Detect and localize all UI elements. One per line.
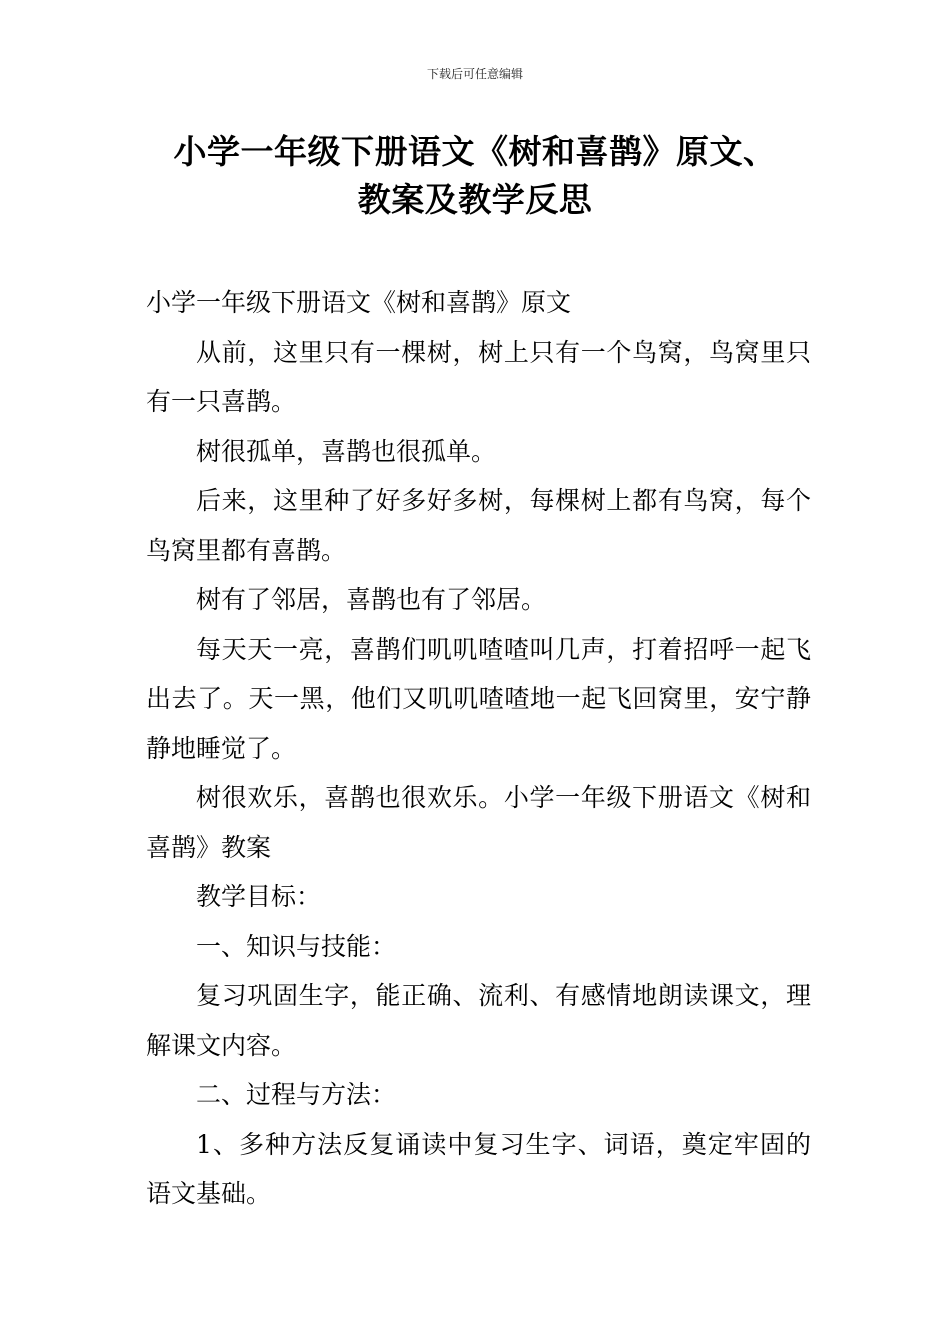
title-line-2: 教案及教学反思 — [357, 180, 593, 219]
section-heading-original-text: 小学一年级下册语文《树和喜鹊》原文 — [146, 288, 572, 317]
paragraph: 树有了邻居，喜鹊也有了邻居。 — [196, 585, 547, 614]
document-title — [100, 128, 850, 224]
paragraph-knowledge-skills: 一、知识与技能： — [196, 931, 397, 961]
paragraph: 从前，这里只有一棵树，树上只有一个鸟窝，鸟窝里只有一只喜鹊。 — [146, 337, 811, 416]
paragraph: 复习巩固生字，能正确、流利、有感情地朗读课文，理解课文内容。 — [146, 981, 811, 1060]
paragraph: 树很孤单，喜鹊也很孤单。 — [196, 436, 497, 466]
document-body — [146, 278, 811, 1219]
paragraph-teaching-goals: 教学目标： — [196, 882, 322, 911]
paragraph: 树很欢乐，喜鹊也很欢乐。小学一年级下册语文《树和喜鹊》教案 — [146, 783, 811, 862]
paragraph: 后来，这里种了好多好多树，每棵树上都有鸟窝，每个鸟窝里都有喜鹊。 — [146, 486, 811, 565]
header-note: 下载后可任意编辑 — [426, 67, 523, 81]
paragraph-process-methods: 二、过程与方法： — [196, 1080, 397, 1109]
title-line-1: 小学一年级下册语文《树和喜鹊》原文、 — [173, 132, 777, 171]
paragraph: 每天天一亮，喜鹊们叽叽喳喳叫几声，打着招呼一起飞出去了。天一黑，他们又叽叽喳喳地一起飞回窝里，安宁静静地睡觉了。 — [146, 634, 811, 763]
paragraph: 1、多种方法反复诵读中复习生字、词语，奠定牢固的语文基础。 — [146, 1129, 811, 1208]
